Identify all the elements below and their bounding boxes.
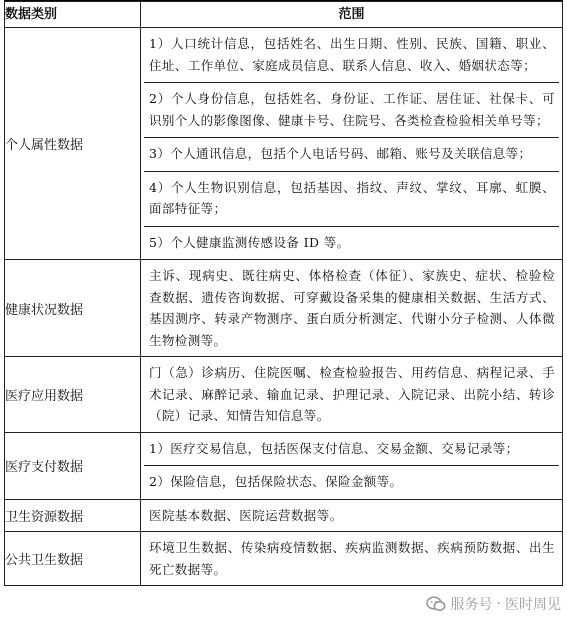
range-item: 医院基本数据、医院运营数据等。 xyxy=(149,507,343,523)
range-item: 2）保险信息，包括保险状态、保险金额等。 xyxy=(144,465,559,499)
range-cell xyxy=(141,432,563,499)
category-cell: 卫生资源数据 xyxy=(5,499,141,532)
range-item: 1）人口统计信息，包括姓名、出生日期、性别、民族、国籍、职业、住址、工作单位、家庭成员信息、联系人信息、收入、婚姻状态等； xyxy=(149,36,555,73)
range-cell xyxy=(141,532,563,586)
table-row xyxy=(5,260,563,357)
category-cell: 公共卫生数据 xyxy=(5,532,141,586)
range-item: 门（急）诊病历、住院医嘱、检查检验报告、用药信息、病程记录、手术记录、麻醉记录、输血记录、护理记录、入院记录、出院小结、转诊（院）记录、知情告知信息等。 xyxy=(149,365,555,423)
table-row xyxy=(5,532,563,586)
header-range: 范围 xyxy=(141,2,563,28)
category-cell: 医疗支付数据 xyxy=(5,432,141,499)
table-header-row xyxy=(5,2,563,28)
watermark-account-type: 服务号 xyxy=(450,597,493,613)
range-cell xyxy=(141,260,563,357)
range-item: 5）个人健康监测传感设备 ID 等。 xyxy=(144,226,559,260)
table-body xyxy=(5,28,563,586)
range-cell xyxy=(141,499,563,532)
range-item: 环境卫生数据、传染病疫情数据、疾病监测数据、疾病预防数据、出生死亡数据等。 xyxy=(149,540,555,577)
range-item: 3）个人通讯信息，包括个人电话号码、邮箱、账号及关联信息等； xyxy=(144,137,559,171)
table-row xyxy=(5,432,563,499)
table-row xyxy=(5,28,563,260)
category-cell: 健康状况数据 xyxy=(5,260,141,357)
watermark-separator: · xyxy=(496,596,501,612)
range-item: 1）医疗交易信息，包括医保支付信息、交易金额、交易记录等； xyxy=(149,440,519,456)
table-row xyxy=(5,357,563,433)
header-category: 数据类别 xyxy=(5,2,141,28)
range-cell xyxy=(141,28,563,260)
range-item: 主诉、现病史、既往病史、体格检查（体征）、家族史、症状、检验检查数据、遗传咨询数据、可穿戴设备采集的健康相关数据、生活方式、基因测序、转录产物测序、蛋白质分析测定、代谢小分子检测、人体微生物检测等。 xyxy=(149,268,555,348)
range-item: 2）个人身份信息，包括姓名、身份证、工作证、居住证、社保卡、可识别个人的影像图像、健康卡号、住院号、各类检查检验相关单号等； xyxy=(144,82,559,137)
category-cell: 医疗应用数据 xyxy=(5,357,141,433)
category-cell: 个人属性数据 xyxy=(5,28,141,260)
wechat-icon xyxy=(426,596,446,612)
range-cell xyxy=(141,357,563,433)
table-row xyxy=(5,499,563,532)
data-category-table xyxy=(4,1,563,586)
watermark xyxy=(426,594,561,614)
watermark-account-name: 医时周见 xyxy=(505,597,561,613)
range-item: 4）个人生物识别信息，包括基因、指纹、声纹、掌纹、耳廓、虹膜、面部特征等； xyxy=(144,171,559,226)
